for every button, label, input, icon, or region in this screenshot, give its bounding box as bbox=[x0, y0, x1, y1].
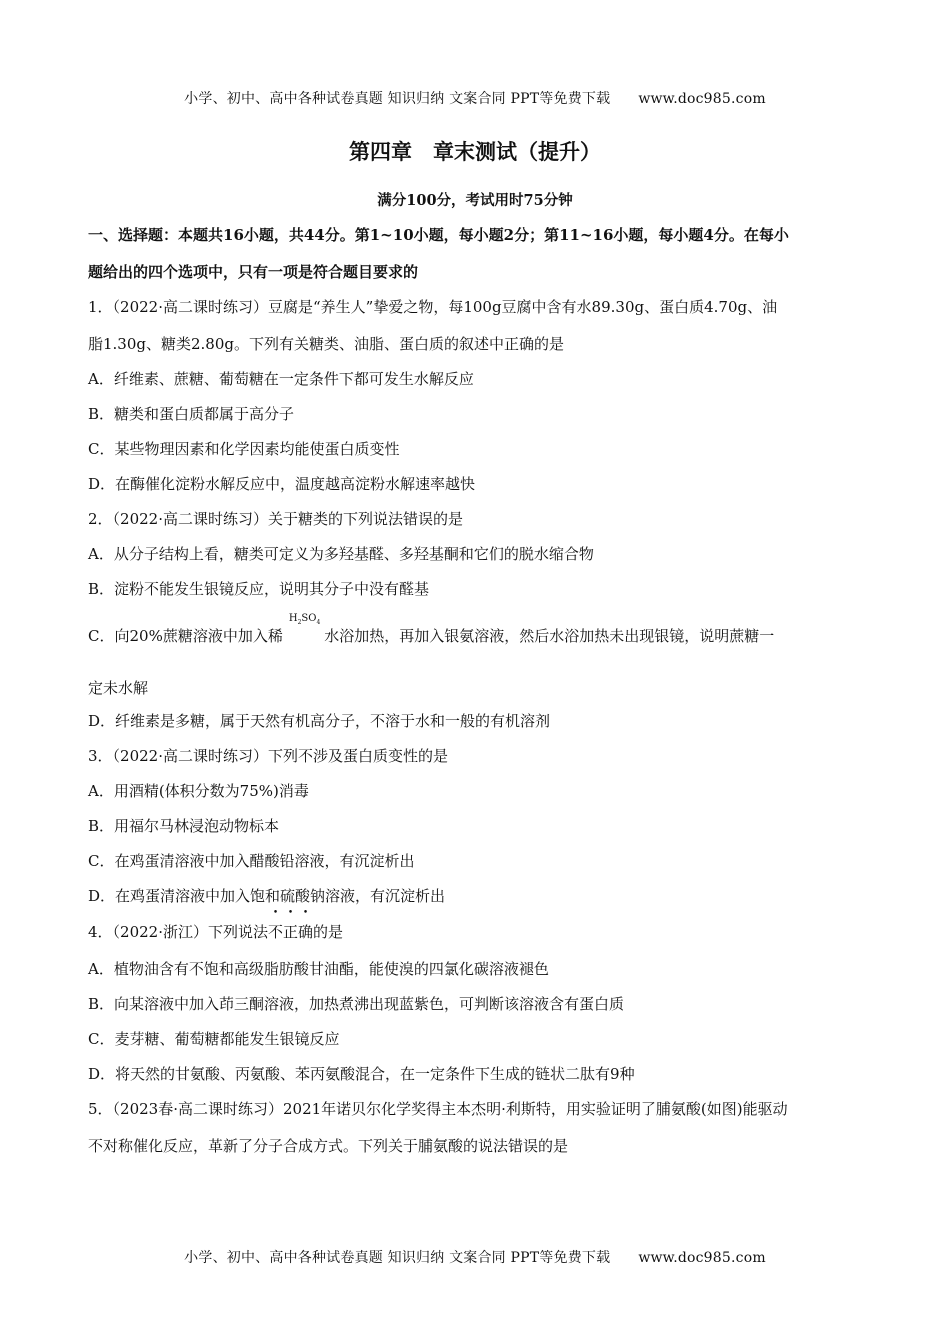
q4-option-d: D．将天然的甘氨酸、丙氨酸、苯丙氨酸混合，在一定条件下生成的链状二肽有9种 bbox=[88, 1065, 635, 1083]
q1-option-c: C．某些物理因素和化学因素均能使蛋白质变性 bbox=[88, 440, 400, 458]
q1-stem-line-1: 1．（2022·高二课时练习）豆腐是“养生人”挚爱之物，每100g豆腐中含有水89.30g、蛋白质4.70g、油 bbox=[88, 298, 778, 316]
q3-option-c: C．在鸡蛋清溶液中加入醋酸铅溶液，有沉淀析出 bbox=[88, 852, 415, 870]
q4-option-c: C．麦芽糖、葡萄糖都能发生银镜反应 bbox=[88, 1030, 340, 1048]
q4-option-a: A．植物油含有不饱和高级脂肪酸甘油酯，能使溴的四氯化碳溶液褪色 bbox=[88, 960, 549, 978]
q3-option-d: D．在鸡蛋清溶液中加入饱和硫酸钠溶液，有沉淀析出 bbox=[88, 887, 446, 905]
q4-option-b: B．向某溶液中加入茚三酮溶液，加热煮沸出现蓝紫色，可判断该溶液含有蛋白质 bbox=[88, 995, 625, 1013]
q3-option-a: A．用酒精(体积分数为75%)消毒 bbox=[88, 782, 309, 800]
q1-option-a: A．纤维素、蔗糖、葡萄糖在一定条件下都可发生水解反应 bbox=[88, 370, 474, 388]
footer-text: 小学、初中、高中各种试卷真题 知识归纳 文案合同 PPT等免费下载 bbox=[184, 1250, 611, 1266]
q5-stem-line-1: 5．（2023春·高二课时练习）2021年诺贝尔化学奖得主本杰明·利斯特，用实验证明了脯氨酸(如图)能驱动 bbox=[88, 1100, 788, 1118]
exam-info: 满分100分，考试用时75分钟 bbox=[377, 192, 573, 209]
q4-stem-pre: 4．（2022·浙江）下列说法 bbox=[88, 923, 268, 941]
q5-stem-line-2: 不对称催化反应，革新了分子合成方式。下列关于脯氨酸的说法错误的是 bbox=[88, 1137, 569, 1155]
header-url[interactable]: www.doc985.com bbox=[638, 91, 766, 107]
page-header bbox=[0, 88, 950, 108]
q3-option-b: B．用福尔马林浸泡动物标本 bbox=[88, 817, 280, 835]
q2-stem: 2．（2022·高二课时练习）关于糖类的下列说法错误的是 bbox=[88, 510, 463, 528]
q2-option-d: D．纤维素是多糖，属于天然有机高分子，不溶于水和一般的有机溶剂 bbox=[88, 712, 551, 730]
section-instructions-line-1: 一、选择题：本题共16小题，共44分。第1~10小题，每小题2分；第11~16小题，每小题4分。在每小 bbox=[88, 226, 789, 244]
q1-option-b: B．糖类和蛋白质都属于高分子 bbox=[88, 405, 295, 423]
sulfuric-acid-formula: $H_2SO_4$ bbox=[288, 613, 321, 626]
q3-stem: 3．（2022·高二课时练习）下列不涉及蛋白质变性的是 bbox=[88, 747, 448, 765]
q2-option-c-post: 水浴加热，再加入银氨溶液，然后水浴加热未出现银镜，说明蔗糖一 bbox=[324, 627, 775, 645]
q1-option-d: D．在酶催化淀粉水解反应中，温度越高淀粉水解速率越快 bbox=[88, 475, 476, 493]
q4-stem-post: 的是 bbox=[313, 923, 344, 941]
q2-option-b: B．淀粉不能发生银镜反应，说明其分子中没有醛基 bbox=[88, 580, 430, 598]
q1-stem-line-2: 脂1.30g、糖类2.80g。下列有关糖类、油脂、蛋白质的叙述中正确的是 bbox=[88, 335, 565, 353]
footer-url[interactable]: www.doc985.com bbox=[638, 1250, 766, 1266]
emphasis-char-2: 正 bbox=[283, 923, 299, 941]
q2-option-c-continued: 定未水解 bbox=[88, 679, 149, 697]
emphasis-char-1: 不 bbox=[268, 923, 284, 941]
emphasis-char-3: 确 bbox=[298, 923, 314, 941]
q2-option-c-pre: C．向20%蔗糖溶液中加入稀 bbox=[88, 627, 283, 645]
q4-stem bbox=[88, 921, 343, 942]
q2-option-a: A．从分子结构上看，糖类可定义为多羟基醛、多羟基酮和它们的脱水缩合物 bbox=[88, 545, 594, 563]
page-title: 第四章 章末测试（提升） bbox=[349, 139, 601, 164]
q2-option-c bbox=[88, 613, 775, 646]
page-footer bbox=[0, 1247, 950, 1267]
header-text: 小学、初中、高中各种试卷真题 知识归纳 文案合同 PPT等免费下载 bbox=[184, 91, 611, 107]
section-instructions-line-2: 题给出的四个选项中，只有一项是符合题目要求的 bbox=[88, 263, 419, 281]
